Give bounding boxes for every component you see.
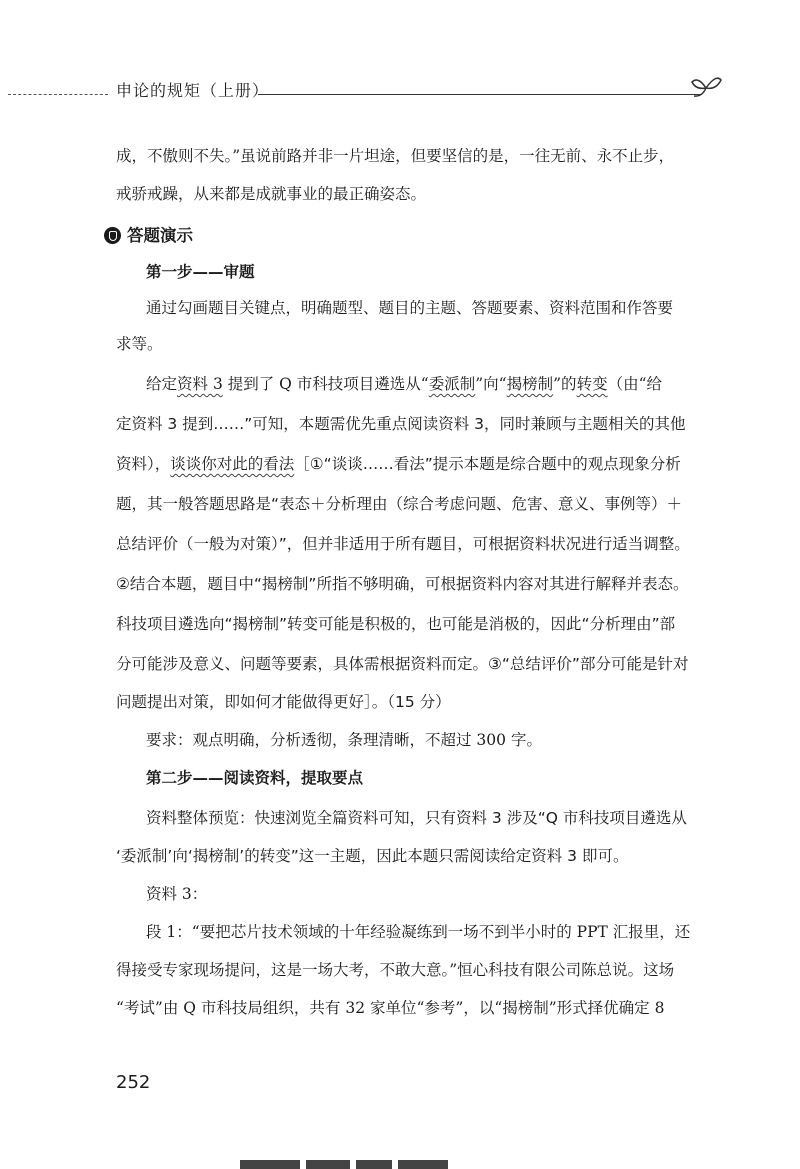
text-span: 资料）， <box>116 455 171 473</box>
text-line: 段 1：“要把芯片技术领域的十年经验凝练到一场不到半小时的 PPT 汇报里，还 <box>146 923 691 941</box>
text-line: 成，不傲则不失。”虽说前路并非一片坦途，但要坚信的是，一往无前、永不止步， <box>116 147 675 165</box>
keyword-marked: 资料 3 <box>177 375 223 393</box>
text-line: 定资料 3 提到……”可知，本题需优先重点阅读资料 3，同时兼顾与主题相关的其他 <box>116 415 686 433</box>
text-line <box>116 452 728 474</box>
text-line: 资料整体预览：快速浏览全篇资料可知，只有资料 3 涉及“Q 市科技项目遴选从 <box>146 809 687 827</box>
text-line: “考试”由 Q 市科技局组织，共有 32 家单位“参考”，以“揭榜制”形式择优确定 8 <box>116 999 665 1017</box>
text-line: 通过勾画题目关键点，明确题型、题目的主题、答题要素、资料范围和作答要 <box>146 299 674 317</box>
text-line: 得接受专家现场提问，这是一场大考，不敢大意。”恒心科技有限公司陈总说。这场 <box>116 961 675 979</box>
text-span: ［①“谈谈……看法”提示本题是综合题中的观点现象分析 <box>294 455 681 473</box>
keyword-marked: 谈谈你对此的看法 <box>170 455 295 473</box>
keyword-marked: 揭榜制 <box>506 375 554 393</box>
requirement-line: 要求：观点明确，分析透彻，条理清晰，不超过 300 字。 <box>146 731 542 749</box>
section-title: 答题演示 <box>127 226 193 245</box>
text-span: ”的 <box>553 375 577 393</box>
text-line: ②结合本题，题目中“揭榜制”所指不够明确，可根据资料内容对其进行解释并表态。 <box>116 575 689 593</box>
text-line: 问题提出对策，即如何才能做得更好］。（15 分） <box>116 693 451 711</box>
text-span: 提到了 Q 市科技项目遴选从“ <box>222 375 429 393</box>
text-line: 分可能涉及意义、问题等要素，具体需根据资料而定。③“总结评价”部分可能是针对 <box>116 655 689 673</box>
keyword-marked: 委派制 <box>428 375 476 393</box>
step-heading: 第一步——审题 <box>146 263 255 281</box>
text-span: 给定 <box>146 375 178 393</box>
text-line <box>146 372 758 394</box>
text-line: 科技项目遴选向“揭榜制”转变可能是积极的，也可能是消极的，因此“分析理由”部 <box>116 615 676 633</box>
sprout-icon <box>688 70 724 102</box>
step-heading: 第二步——阅读资料，提取要点 <box>146 769 364 787</box>
keyword-marked: 转变 <box>576 375 608 393</box>
text-span: ”向“ <box>475 375 507 393</box>
page-number: 252 <box>116 1072 151 1093</box>
material-label: 资料 3： <box>146 885 208 903</box>
text-line: 总结评价（一般为对策）”，但并非适用于所有题目，可根据资料状况进行适当调整。 <box>116 535 690 553</box>
text-line: 戒骄戒躁，从来都是成就事业的最正确姿态。 <box>116 185 427 203</box>
cropped-footer-text <box>240 1160 480 1169</box>
text-line: ‘委派制’向‘揭榜制’的转变”这一主题，因此本题只需阅读给定资料 3 即可。 <box>116 847 629 865</box>
header-rule-right <box>258 94 702 95</box>
text-line: 题，其一般答题思路是“表态＋分析理由（综合考虑问题、危害、意义、事例等）＋ <box>116 495 683 513</box>
section-heading <box>104 222 193 246</box>
text-line: 求等。 <box>116 335 163 353</box>
header-rule-left <box>8 94 108 95</box>
running-header <box>0 70 800 110</box>
text-span: （由“给 <box>607 375 663 393</box>
bullet-icon <box>104 227 121 244</box>
header-title: 申论的规矩（上册） <box>116 81 270 100</box>
